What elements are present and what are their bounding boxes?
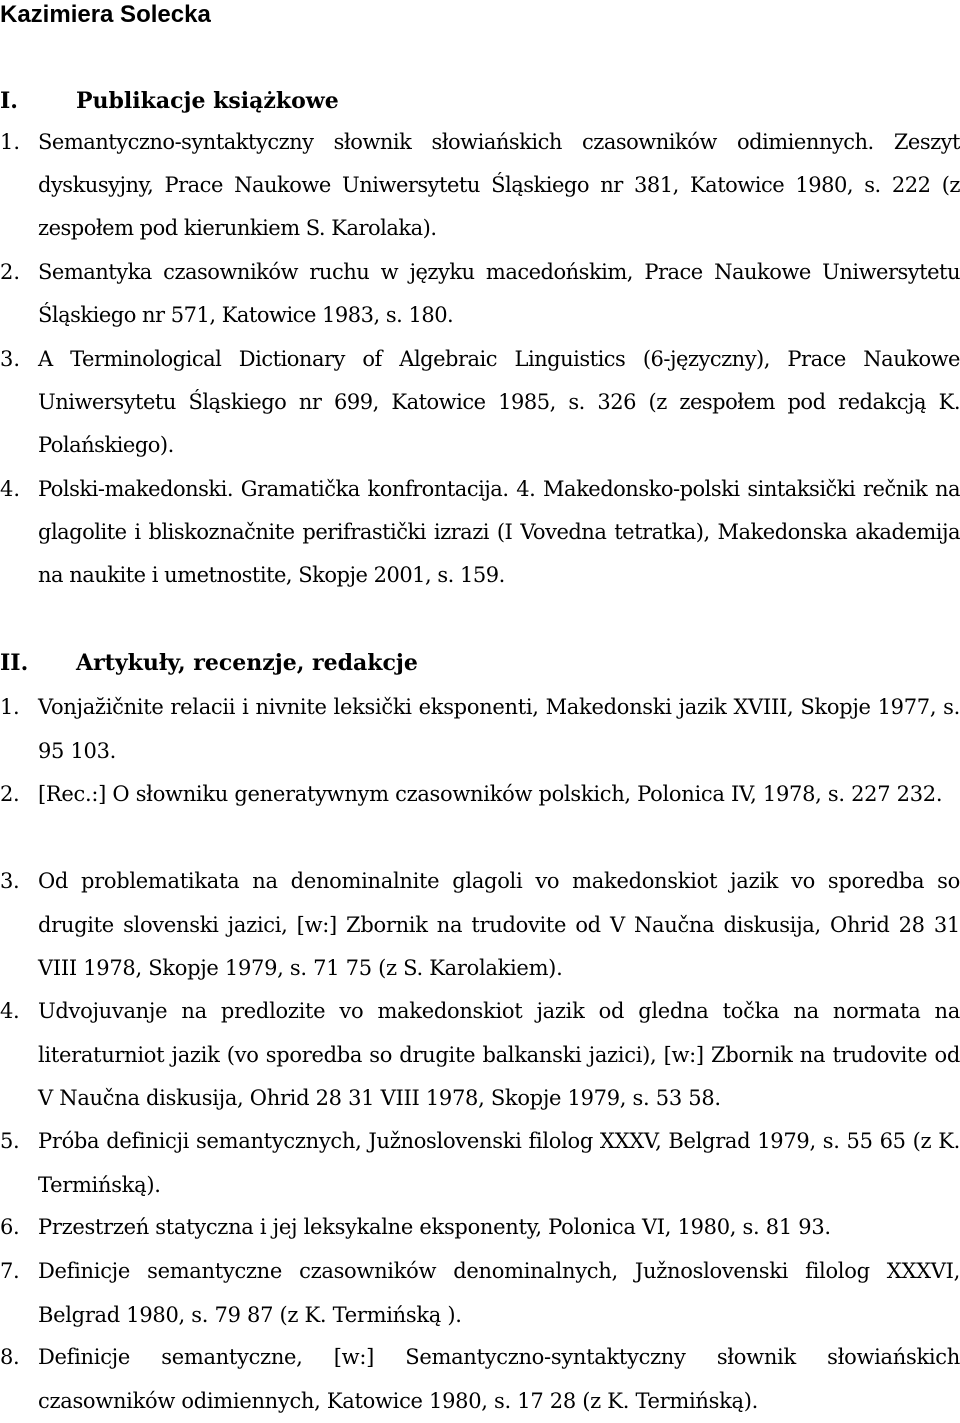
list-item bbox=[0, 1206, 960, 1250]
list-item bbox=[0, 251, 960, 337]
list-item bbox=[0, 686, 960, 773]
item-text: [Rec.:] O słowniku generatywnym czasowników polskich, Polonica IV, 1978, s. 227 232. bbox=[38, 782, 943, 806]
item-text: Próba definicji semantycznych, Južnoslovenski filolog XXXV, Belgrad 1979, s. 55 65 (z K. Termińską). bbox=[38, 1129, 960, 1197]
list-item bbox=[0, 1120, 960, 1207]
list-item bbox=[0, 1250, 960, 1337]
item-text: Udvojuvanje na predlozite vo makedonskiot jazik od gledna točka na normata na literaturniot jazik (vo sporedba so drugite balkanski jazici), [w:] Zbornik na trudovite od V Naučna diskusija, Ohrid 28 31 VIII 1978, Skopje 1979, s. 53 58. bbox=[38, 999, 960, 1110]
item-text: Polski-makedonski. Gramatička konfrontacija. 4. Makedonsko-polski sintaksički rečnik na glagolite i bliskoznačnite perifrastički izrazi (I Vovedna tetratka), Makedonska akademija na naukite i umetnostite, Skopje 2001, s. 159. bbox=[38, 477, 960, 587]
item-number: 3. bbox=[0, 869, 20, 893]
item-number: 1. bbox=[0, 130, 21, 154]
section-number: I. bbox=[0, 88, 18, 114]
list-item bbox=[0, 990, 960, 1121]
item-number: 8. bbox=[0, 1345, 20, 1369]
section-number: II. bbox=[0, 650, 29, 676]
list-item bbox=[0, 468, 960, 597]
item-text: Definicje semantyczne czasowników denominalnych, Južnoslovenski filolog XXXVI, Belgrad 1980, s. 79 87 (z K. Termińską ). bbox=[38, 1259, 960, 1327]
item-number: 3. bbox=[0, 347, 21, 371]
item-text: Semantyka czasowników ruchu w języku macedońskim, Prace Naukowe Uniwersytetu Śląskiego nr 571, Katowice 1983, s. 180. bbox=[38, 260, 960, 327]
item-text: Przestrzeń statyczna i jej leksykalne eksponenty, Polonica VI, 1980, s. 81 93. bbox=[38, 1215, 831, 1239]
item-text: A Terminological Dictionary of Algebraic Linguistics (6-języczny), Prace Naukowe Uniwersytetu Śląskiego nr 699, Katowice 1985, s. 326 (z zespołem pod redakcją K. Polańskiego). bbox=[38, 347, 960, 457]
list-item bbox=[0, 1336, 960, 1423]
item-number: 6. bbox=[0, 1215, 20, 1239]
section-title: Publikacje książkowe bbox=[76, 88, 339, 114]
list-item bbox=[0, 121, 960, 250]
item-number: 1. bbox=[0, 695, 20, 719]
item-text: Semantyczno-syntaktyczny słownik słowiańskich czasowników odimiennych. Zeszyt dyskusyjny, Prace Naukowe Uniwersytetu Śląskiego nr 381, Katowice 1980, s. 222 (z zespołem pod kierunkiem S. Karolaka). bbox=[38, 130, 960, 240]
item-number: 5. bbox=[0, 1129, 20, 1153]
item-number: 2. bbox=[0, 782, 20, 806]
item-number: 2. bbox=[0, 260, 21, 284]
list-item bbox=[0, 773, 960, 817]
item-number: 4. bbox=[0, 999, 20, 1023]
author-name: Kazimiera Solecka bbox=[0, 1, 211, 28]
section-title: Artykuły, recenzje, redakcje bbox=[76, 650, 418, 676]
item-text: Vonjaz̆ičnite relacii i nivnite leksički eksponenti, Makedonski jazik XVIII, Skopje 1977, s. 95 103. bbox=[38, 695, 960, 763]
item-text: Od problematikata na denominalnite glagoli vo makedonskiot jazik vo sporedba so drugite slovenski jazici, [w:] Zbornik na trudovite od V Naučna diskusija, Ohrid 28 31 VIII 1978, Skopje 1979, s. 71 75 (z S. Karolakiem). bbox=[38, 869, 960, 980]
item-number: 7. bbox=[0, 1259, 20, 1283]
list-item bbox=[0, 860, 960, 991]
item-text: Definicje semantyczne, [w:] Semantyczno-syntaktyczny słownik słowiańskich czasowników odimiennych, Katowice 1980, s. 17 28 (z K. Termińską). bbox=[38, 1345, 960, 1413]
list-item bbox=[0, 338, 960, 467]
item-number: 4. bbox=[0, 477, 21, 501]
